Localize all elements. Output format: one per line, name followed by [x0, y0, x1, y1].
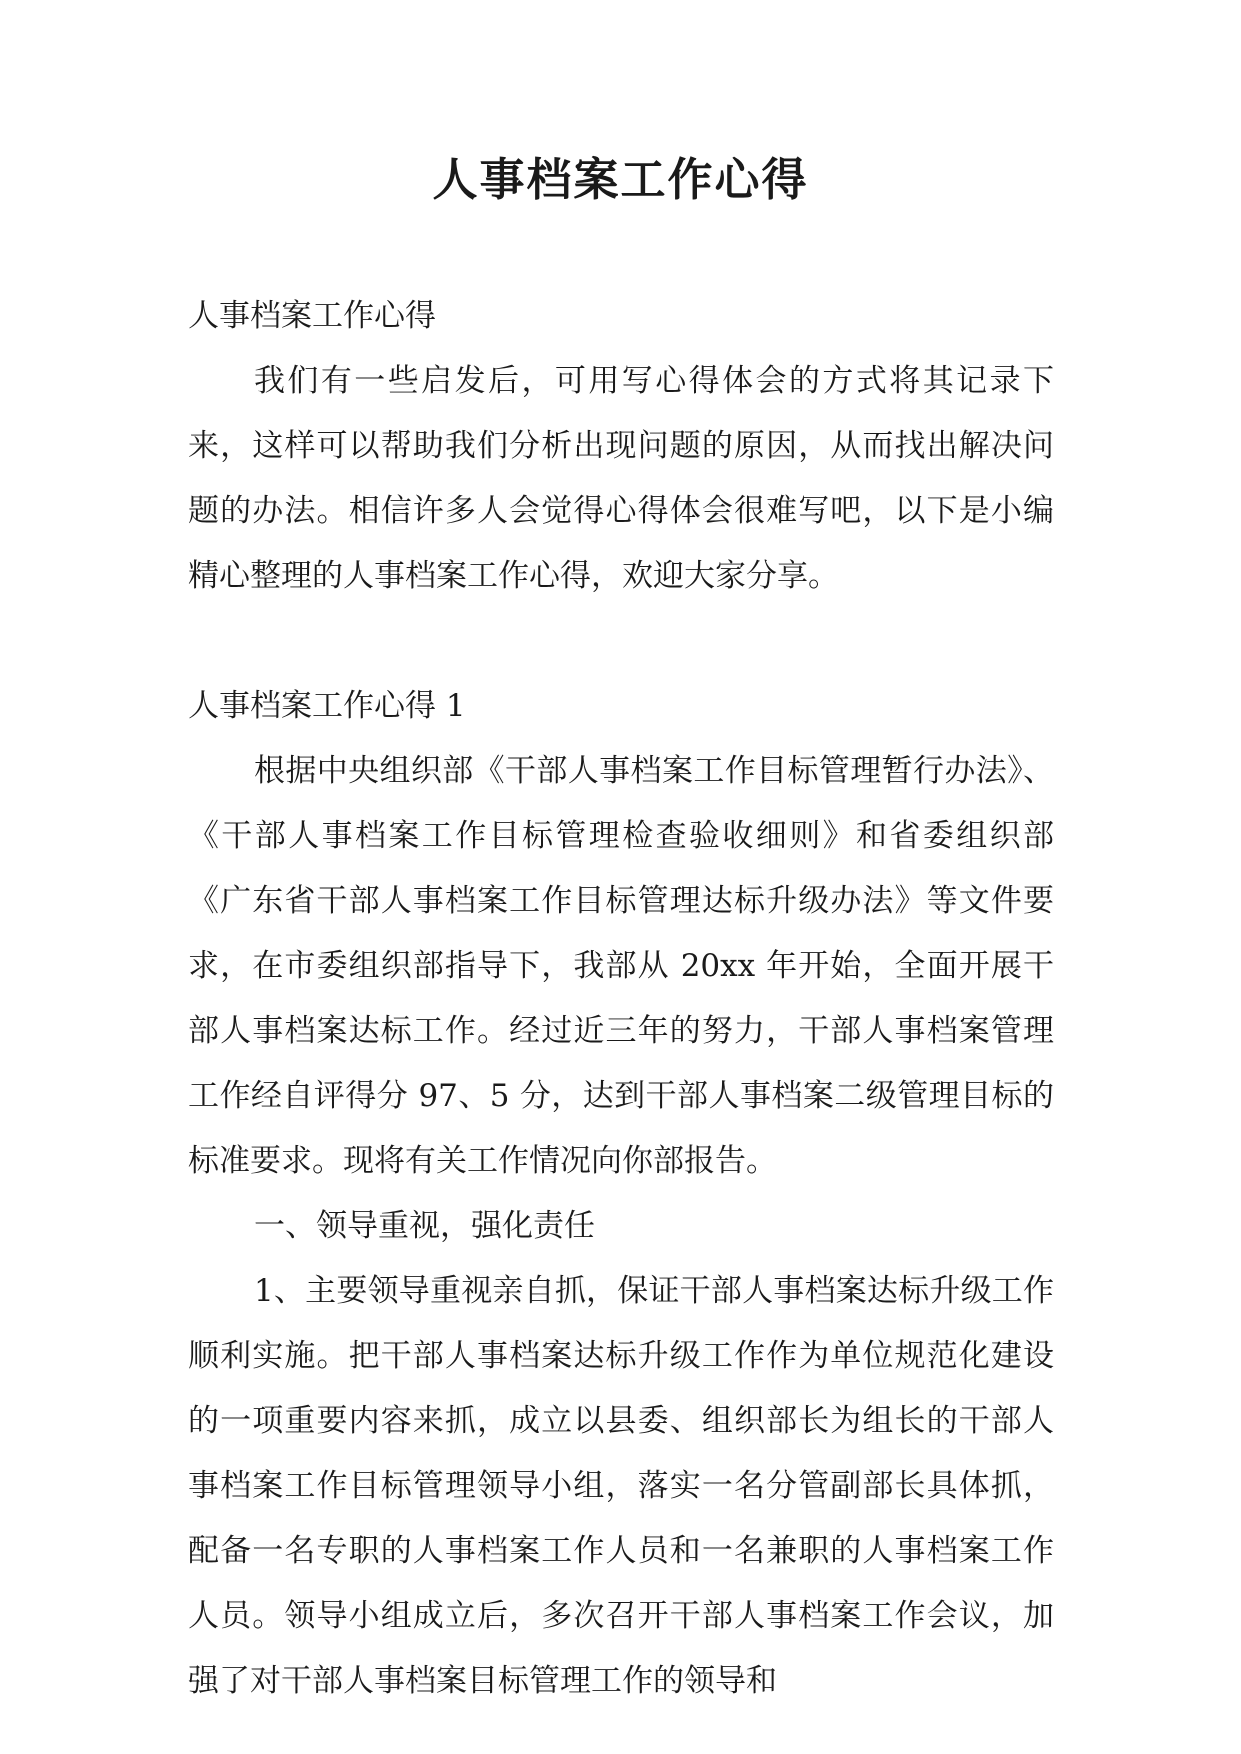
intro-paragraph: 我们有一些启发后，可用写心得体会的方式将其记录下来，这样可以帮助我们分析出现问题的原因，从而找出解决问题的办法。相信许多人会觉得心得体会很难写吧，以下是小编精心整理的人事档案工作心得，欢迎大家分享。	[188, 363, 1054, 594]
document-subtitle: 人事档案工作心得	[188, 298, 436, 334]
document-title: 人事档案工作心得	[432, 153, 809, 206]
section-heading: 人事档案工作心得 1	[188, 688, 466, 724]
document-body	[188, 284, 1054, 1714]
section-paragraph: 根据中央组织部《干部人事档案工作目标管理暂行办法》、《干部人事档案工作目标管理检查验收细则》和省委组织部《广东省干部人事档案工作目标管理达标升级办法》等文件要求，在市委组织部指导下，我部从 20xx 年开始，全面开展干部人事档案达标工作。经过近三年的努力，干部人事档案管理工作经自评得分 97、5 分，达到干部人事档案二级管理目标的标准要求。现将有关工作情况向你部报告。	[188, 753, 1054, 1179]
section-paragraph: 1、主要领导重视亲自抓，保证干部人事档案达标升级工作顺利实施。把干部人事档案达标升级工作作为单位规范化建设的一项重要内容来抓，成立以县委、组织部长为组长的干部人事档案工作目标管理领导小组，落实一名分管副部长具体抓，配备一名专职的人事档案工作人员和一名兼职的人事档案工作人员。领导小组成立后，多次召开干部人事档案工作会议，加强了对干部人事档案目标管理工作的领导和	[188, 1273, 1054, 1699]
subsection-heading: 一、领导重视，强化责任	[254, 1208, 595, 1244]
